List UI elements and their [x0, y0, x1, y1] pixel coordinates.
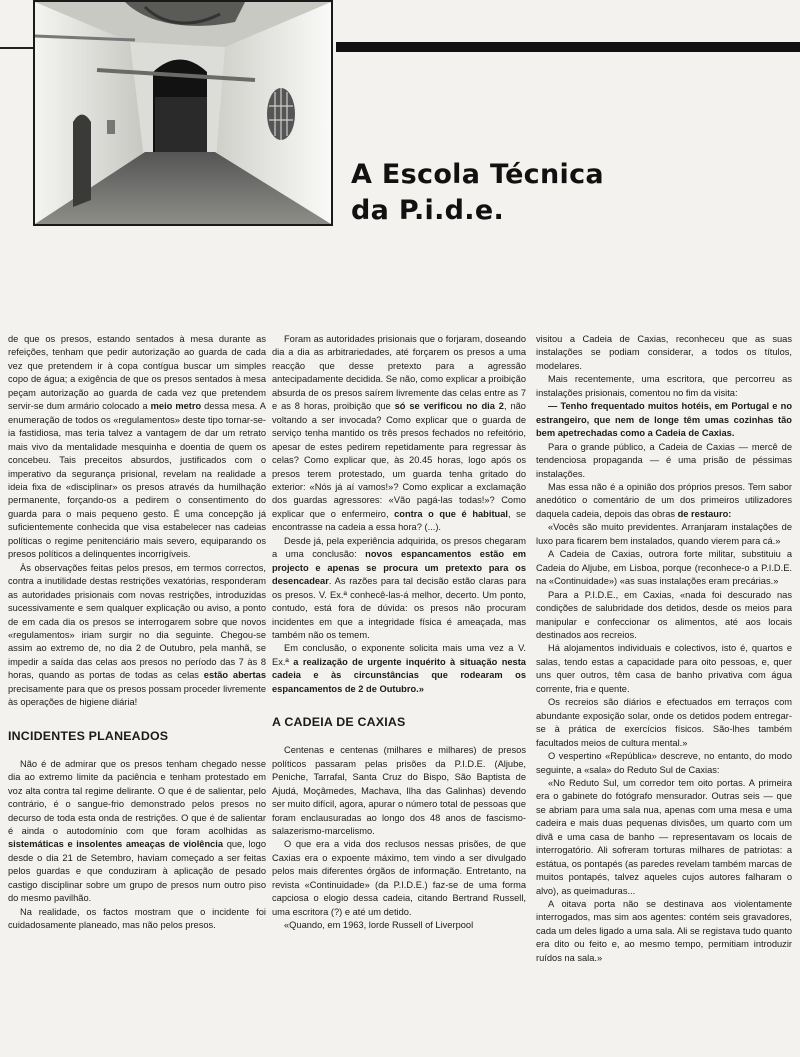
title-line-2: da P.i.d.e. — [351, 195, 504, 226]
prison-corridor-photo — [33, 0, 333, 226]
paragraph: Não é de admirar que os presos tenham chegado nesse dia ao extremo limite da paciência e tenham protestado em voz alta contra tal regime delirante. O que é de salientar, pelo contrário, é o sangue-frio demonstrado pelos presos no decurso de toda esta onda de restrições. O que é de salientar é ainda o autodomínio com que foram acolhidas as sistemáticas e insolentes ameaças de violência que, logo desde o dia 21 de Setembro, haviam começado a ser feitas pelos guardas e que conduziram à aplicação de pesado castigo disciplinar sobre um grupo de presos num outro piso do mesmo pavilhão. — [8, 758, 266, 904]
article-title — [351, 157, 771, 229]
corridor-illustration — [35, 2, 331, 224]
text-column-2 — [272, 333, 526, 933]
paragraph: de que os presos, estando sentados à mesa durante as refeições, tenham que pedir autorização ao guarda de cada vez que pretendem ir à copa contígua buscar um simples copo de água; a exigência de que os presos sentados à mesa peçam autorização ao guarda de cada vez que pretendem servir-se dum armário colocado a meio metro dessa mesa. A enumeração de todos os «regulamentos» deste tipo tornar-se-ia fastidiosa, mas teria talvez a vantagem de dar um retrato mais vivo da mentalidade mesquinha e doentia de quem os concebeu. Tais preceitos absurdos, justificados com o imperativo da segurança prisional, revelam na realidade a ideia fixa de «disciplinar» os presos através da humilhação permanente, forçando-os a pedirem o consentimento do guarda para o mais pequeno gesto. É uma concepção já suficientemente conhecida que visa estabelecer nas cadeias políticas o regime penitenciário mais severo, equiparando os presos políticos a delinquentes incorrigíveis. — [8, 334, 266, 560]
paragraph: Há alojamentos individuais e colectivos, isto é, quartos e salas, tendo estas a capacidade para oito pessoas, e, quer uns quer outros, têm casa de banho privativa com água corrente, fria e quente. — [536, 643, 792, 694]
paragraph: Para o grande público, a Cadeia de Caxias — mercê de tendenciosa propaganda — é uma prisão de péssimas instalações. — [536, 441, 792, 479]
text-column-3 — [536, 333, 792, 965]
paragraph: O que era a vida dos reclusos nessas prisões, de que Caxias era o expoente máximo, tem vindo a ser divulgado pelos mais diferentes órgãos de informação. Entretanto, na revista «Continuidade» (da P.I.D.E.) faz-se de uma forma capciosa o elogio dessa cadeia, citando Bertrand Russell, uma escritora (?) e até um detido. — [272, 839, 526, 917]
top-rule-bar — [336, 42, 800, 52]
paragraph: Em conclusão, o exponente solicita mais uma vez a V. Ex.ª a realização de urgente inquérito à situação nesta cadeia e às circunstâncias que rodearam os espancamentos de 2 de Outubro.» — [272, 643, 526, 694]
quote-paragraph: — Tenho frequentado muitos hotéis, em Portugal e no estrangeiro, que nem de longe têm umas cozinhas tão bem apetrechadas como a Cadeia de Caxias. — [536, 401, 792, 439]
paragraph: Para a P.I.D.E., em Caxias, «nada foi descurado nas condições de salubridade dos detidos, desde os meios para manipular e confeccionar os alimentos, até aos locais destinados aos recreios. — [536, 589, 792, 640]
paragraph: Mas essa não é a opinião dos próprios presos. Tem sabor anedótico o comentário de um dos primeiros utilizadores daquela cadeia, depois das obras de restauro: — [536, 481, 792, 519]
paragraph: «Vocês são muito previdentes. Arranjaram instalações de luxo para ficarem bem instalados, quando vierem para cá.» — [536, 522, 792, 546]
paragraph: Às observações feitas pelos presos, em termos correctos, contra a inutilidade destas restrições vexatórias, responderam as autoridades prisionais com novas restrições, introduzidas sucessivamente e sem qualquer explicação ou aviso, a ponto de em cada dia os presos se interrogarem sobre que novos «regulamentos» iriam surgir no dia seguinte. Chegou-se assim ao extremo de, no dia 2 de Outubro, pela manhã, se impedir a saída das celas aos presos no período das 7 às 8 horas, quando as portas de todas as celas estão abertas precisamente para que os presos possam proceder livremente às operações de higiene diária! — [8, 562, 266, 708]
paragraph: «No Reduto Sul, um corredor tem oito portas. A primeira era o gabinete do fotógrafo mensurador. Outras seis — que se abriam para uma sala nua, apenas com uma mesa e uma cadeira e mais duas pequenas divisões, um quarto com um divã e uma casa de banho — representavam os locais de interrogatório. Ali sofreram torturas milhares de patriotas: a estátua, os pontapés (as paredes revelam também marcas de muitos pontapés, talvez aqueles cujos autores falharam o alvo), as queimaduras... — [536, 777, 792, 896]
paragraph: Mais recentemente, uma escritora, que percorreu as instalações prisionais, comentou no fim da visita: — [536, 374, 792, 398]
paragraph: Na realidade, os factos mostram que o incidente foi cuidadosamente planeado, mas não pelos presos. — [8, 906, 266, 931]
paragraph: A oitava porta não se destinava aos violentamente interrogados, mas sim aos agentes: contém seis gravadores, cada um deles ligado a uma sala. Ali se registava tudo quanto era dito ou feito e, ao mesmo tempo, permitiam introduzir ruídos na sala.» — [536, 899, 792, 963]
section-heading: A CADEIA DE CAXIAS — [272, 715, 406, 730]
paragraph: «Quando, em 1963, lorde Russell of Liverpool — [284, 920, 474, 931]
paragraph: Foram as autoridades prisionais que o forjaram, doseando dia a dia as arbitrariedades, até forçarem os presos a uma reacção que desse pretexto para a agressão antecipadamente decidida. Se não, como explicar a proibição absurda de os presos saírem livremente das celas entre as 7 e as 8 horas, proibição que só se verificou no dia 2, não voltando a ser invocada? Como explicar que o guarda de serviço tenha mantido os três presos fechados no refeitório, apesar de estes pedirem repetidamente para regressar às celas? Como explicar que, às 20.45 horas, logo após os presos terem protestado, um guarda tenha gritado do exterior: «Nós já aí vamos!»? Como explicar a exclamação dos guardas agressores: «Vão pagá-las todas!»? Como explicar que o enfermeiro, contra o que é habitual, se encontrasse na cadeia a essa hora? (...). — [272, 334, 526, 533]
paragraph: visitou a Cadeia de Caxias, reconheceu que as suas instalações se podiam considerar, a todos os títulos, modelares. — [536, 334, 792, 371]
text-column-1 — [8, 333, 266, 933]
top-rule-left — [0, 47, 33, 49]
section-heading: INCIDENTES PLANEADOS — [8, 728, 169, 743]
paragraph: Os recreios são diários e efectuados em terraços com abundante exposição solar, onde os detidos podem entregar-se à prática de exercícios físicos. São-lhes também facultados meios de cultura mental.» — [536, 697, 792, 748]
paragraph: A Cadeia de Caxias, outrora forte militar, substituiu a Cadeia do Aljube, em Lisboa, porque (reconhece-o a P.I.D.E. na «Continuidade») «as suas instalações eram precárias.» — [536, 549, 792, 587]
title-line-1: A Escola Técnica — [351, 159, 604, 190]
paragraph: O vespertino «República» descreve, no entanto, do modo seguinte, a «sala» do Reduto Sul de Caxias: — [536, 751, 792, 775]
paragraph: Centenas e centenas (milhares e milhares) de presos políticos passaram pelas prisões da P.I.D.E. (Aljube, Peniche, Tarrafal, Santa Cruz do Bispo, São Baptista de Ajudá, Moçâmedes, Machava, Ilha das Galinhas) devendo ser muito difícil, agora, apurar o número total de pessoas que foram enclausuradas ao longo dos 48 anos de fascismo-salazerismo-marcelismo. — [272, 745, 526, 836]
paragraph: Desde já, pela experiência adquirida, os presos chegaram a uma conclusão: novos espancamentos estão em projecto e apenas se procura um pretexto para os desencadear. As razões para tal decisão estão claras para os presos. V. Ex.ª conhecê-las-á melhor, decerto. Um ponto, contudo, está fora de dúvida: os presos não procuram incidentes em que a integridade física é ameaçada, mas também não os temem. — [272, 535, 527, 640]
